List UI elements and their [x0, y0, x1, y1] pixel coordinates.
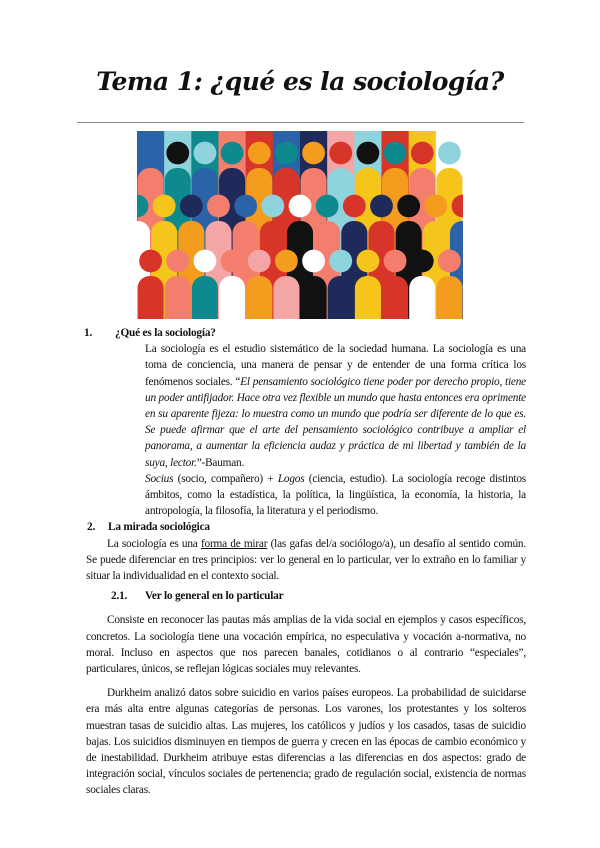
person-head [248, 142, 271, 165]
section-2-1-number: 2.1. [111, 590, 128, 603]
text: (socio, compañero) + [173, 472, 278, 485]
person-head [411, 142, 434, 165]
person-body [138, 276, 164, 319]
person-body [273, 276, 299, 319]
person-head [275, 250, 298, 273]
section-2-1-paragraph-2: Durkheim analizó datos sobre suicidio en varios países europeos. La probabilidad de suicidarse era más alta entre algunas categorías de personas. Los varones, los protestantes y los solteros muestran tasas de suicidio altas. Las mujeres, los católicos y judíos y los casados, tasas de suicidio bajas. Los suicidios disminuyen en tiempos de guerra y crecen en las épocas de cambio económico y de inestabilidad. Durkheim atribuye estas diferencias a las diferencias en dos aspectos: grado de integración social, vínculos sociales de pertenencia; grado de regulación social, existencia de normas sociales claras. [86, 687, 526, 797]
document-body [84, 325, 526, 819]
person-head [153, 195, 176, 218]
people-illustration [137, 131, 463, 319]
section-1-paragraph-2 [145, 471, 526, 520]
person-head [397, 195, 420, 218]
section-2-1-paragraph-1: Consiste en reconocer las pautas más amplias de la vida social en ejemplos y casos específicos, concretos. La sociología tiene una vocación empírica, no especulativa y vocación a-normativa, no moral. Incluso en aspectos que nos parecen banales, cotidianos o al contrario “especiales”, particulares, únicos, se reflejan lógicas sociales muy relevantes. [86, 614, 526, 676]
term-logos: Logos [277, 472, 305, 485]
person-body [219, 276, 245, 319]
person-body [355, 276, 381, 319]
person-head [207, 195, 230, 218]
person-head [194, 250, 217, 273]
person-body [165, 276, 191, 319]
person-head [316, 195, 339, 218]
person-body [409, 276, 435, 319]
person-head [384, 250, 407, 273]
person-head [180, 195, 203, 218]
section-2-heading: La mirada sociológica [108, 521, 210, 534]
section-1-heading-row [84, 325, 526, 341]
person-body [192, 276, 218, 319]
section-1-heading: ¿Qué es la sociología? [115, 327, 216, 339]
person-head [139, 142, 162, 165]
person-head [438, 142, 461, 165]
person-head [234, 195, 257, 218]
person-body [301, 276, 327, 319]
person-head [248, 250, 271, 273]
text: La sociología es una [107, 537, 201, 550]
person-head [302, 250, 325, 273]
section-1-paragraph-1 [145, 341, 526, 471]
person-body [436, 276, 462, 319]
section-2-heading-row [87, 519, 526, 535]
person-head [302, 142, 325, 165]
section-2-1-heading: Ver lo general en lo particular [145, 590, 284, 603]
section-2-paragraph [86, 536, 526, 585]
person-head [221, 250, 244, 273]
person-head [329, 142, 352, 165]
person-head [221, 142, 244, 165]
section-2-1-heading-row [111, 588, 526, 604]
person-head [370, 195, 393, 218]
person-head [438, 250, 461, 273]
quote-author: ”-Bauman. [196, 456, 245, 469]
person-head [166, 142, 189, 165]
person-head [139, 250, 162, 273]
text: (ciencia, estudio). La sociología recoge distintos ámbitos, como la estadística, la política, la lingüística, la economía, la historia, la antropología, la filosofía, la literatura y el periodismo. [145, 472, 526, 518]
term-socius: Socius [145, 472, 174, 485]
person-head [275, 142, 298, 165]
person-head [343, 195, 366, 218]
person-head [329, 250, 352, 273]
bauman-quote: El pensamiento sociológico tiene poder por derecho propio, tiene un poder antifijador. Hace otra vez flexible un mundo que hasta entonces era oprimente en su aparente fijeza: lo muestra como un mundo que podría ser diferente de lo que es. Se puede afirmar que el arte del pensamiento sociológico contribuye a ampliar el panorama, a aumentar la eficiencia audaz y práctica de mi libertad y también de la suya, lector. [145, 375, 526, 469]
text: La sociología es el estudio sistemático de la sociedad humana. La sociología es una toma de conciencia, una manera de pensar y de entender de una forma crítica los fenómenos sociales. “ [145, 343, 526, 388]
person-head [166, 250, 189, 273]
person-head [384, 142, 407, 165]
section-2-number: 2. [87, 521, 96, 534]
person-body [328, 276, 354, 319]
person-head [289, 195, 312, 218]
title-divider [77, 122, 524, 123]
person-head [261, 195, 284, 218]
person-body [382, 276, 408, 319]
person-head [411, 250, 434, 273]
person-head [357, 250, 380, 273]
text: (las gafas del/a sociólogo/a), un desafío al sentido común. Se puede diferenciar en tres principios: ver lo general en lo particular, ver lo extraño en lo familiar y situar la individualidad en el contexto social. [86, 537, 527, 583]
person-head [357, 142, 380, 165]
forma-de-mirar-underlined: forma de mirar [200, 537, 268, 550]
section-1-number: 1. [84, 327, 93, 339]
page-title: Tema 1: ¿qué es la sociología? [96, 67, 504, 96]
person-head [424, 195, 447, 218]
person-head [194, 142, 217, 165]
person-body [246, 276, 272, 319]
